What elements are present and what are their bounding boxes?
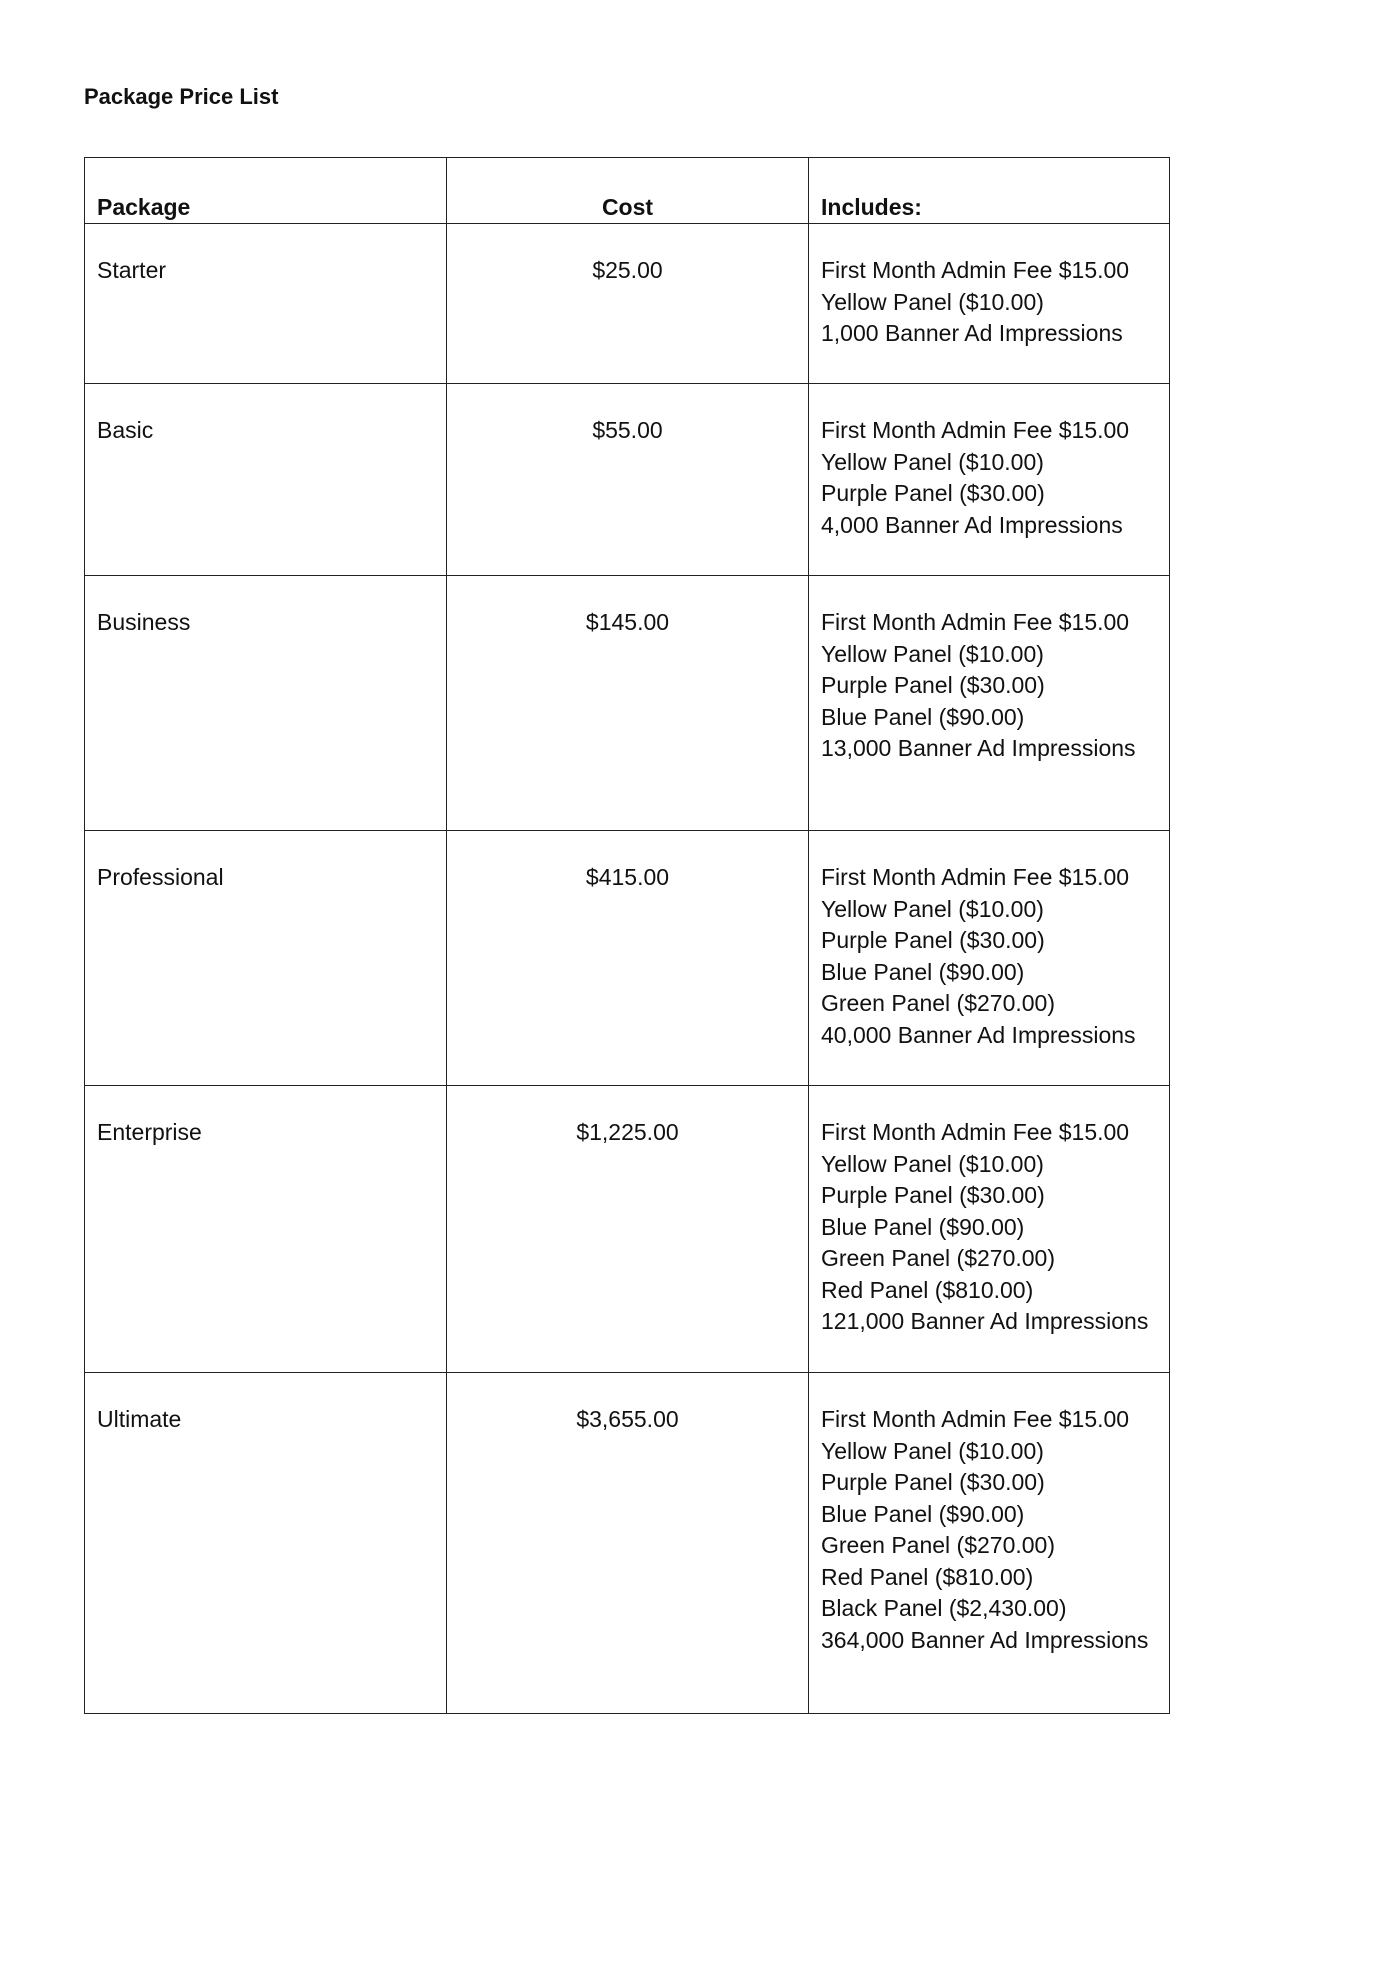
package-cost-cell: [447, 384, 809, 576]
includes-item: First Month Admin Fee $15.00: [821, 257, 1130, 283]
includes-item: 40,000 Banner Ad Impressions: [821, 1021, 1136, 1048]
includes-item: Purple Panel ($30.00): [821, 1182, 1045, 1208]
includes-item: Purple Panel ($30.00): [821, 672, 1045, 698]
package-name-cell: [85, 1086, 447, 1373]
table-row: [85, 224, 1170, 384]
header-cost: Cost: [447, 158, 809, 224]
includes-item: Black Panel ($2,430.00): [821, 1595, 1067, 1621]
package-cost: $25.00: [592, 257, 663, 283]
package-cost: $55.00: [592, 417, 663, 443]
includes-item: 4,000 Banner Ad Impressions: [821, 511, 1123, 538]
table-row: [85, 1086, 1170, 1373]
includes-list: [821, 1086, 1157, 1338]
includes-list: [821, 1373, 1157, 1656]
includes-item: 121,000 Banner Ad Impressions: [821, 1308, 1149, 1334]
package-cost-cell: [447, 831, 809, 1086]
header-package: Package: [85, 158, 447, 224]
package-name-cell: [85, 576, 447, 831]
package-cost-cell: [447, 224, 809, 384]
includes-item: Yellow Panel ($10.00): [821, 448, 1044, 475]
price-table: [84, 157, 1170, 1714]
includes-item: 1,000 Banner Ad Impressions: [821, 320, 1123, 346]
includes-item: Yellow Panel ($10.00): [821, 1150, 1044, 1177]
package-name-cell: [85, 384, 447, 576]
includes-item: Purple Panel ($30.00): [821, 927, 1045, 953]
table-row: [85, 576, 1170, 831]
table-header-row: [85, 158, 1170, 224]
package-cost: $3,655.00: [576, 1406, 679, 1432]
includes-item: First Month Admin Fee $15.00: [821, 1119, 1130, 1145]
table-row: [85, 1373, 1170, 1714]
table-body: [85, 224, 1170, 1714]
includes-item: Yellow Panel ($10.00): [821, 640, 1044, 667]
includes-item: Blue Panel ($90.00): [821, 958, 1025, 985]
package-name: Ultimate: [97, 1406, 182, 1432]
includes-item: 364,000 Banner Ad Impressions: [821, 1626, 1149, 1653]
includes-item: Green Panel ($270.00): [821, 1532, 1055, 1558]
includes-item: Red Panel ($810.00): [821, 1276, 1034, 1303]
page-title: Package Price List: [84, 84, 279, 109]
includes-item: Blue Panel ($90.00): [821, 1500, 1025, 1527]
includes-item: Yellow Panel ($10.00): [821, 895, 1044, 922]
table-row: [85, 384, 1170, 576]
package-includes-cell: [809, 831, 1170, 1086]
includes-list: [821, 384, 1157, 541]
package-cost: $145.00: [585, 609, 670, 635]
includes-item: Purple Panel ($30.00): [821, 1469, 1045, 1495]
includes-item: First Month Admin Fee $15.00: [821, 417, 1130, 443]
package-cost-cell: [447, 576, 809, 831]
includes-item: Red Panel ($810.00): [821, 1563, 1034, 1590]
package-cost: $415.00: [585, 864, 670, 890]
includes-item: 13,000 Banner Ad Impressions: [821, 735, 1136, 761]
includes-list: [821, 576, 1157, 765]
package-includes-cell: [809, 576, 1170, 831]
package-name-cell: [85, 1373, 447, 1714]
includes-item: Purple Panel ($30.00): [821, 480, 1045, 506]
includes-item: Green Panel ($270.00): [821, 1245, 1055, 1271]
includes-item: Blue Panel ($90.00): [821, 1213, 1025, 1240]
includes-item: First Month Admin Fee $15.00: [821, 609, 1130, 635]
package-name: Starter: [97, 257, 167, 283]
includes-item: Yellow Panel ($10.00): [821, 1437, 1044, 1464]
package-name: Professional: [97, 864, 224, 890]
package-includes-cell: [809, 1373, 1170, 1714]
package-cost-cell: [447, 1373, 809, 1714]
package-includes-cell: [809, 1086, 1170, 1373]
package-name: Business: [97, 609, 191, 635]
package-cost-cell: [447, 1086, 809, 1373]
package-name: Enterprise: [97, 1119, 202, 1145]
includes-item: Green Panel ($270.00): [821, 990, 1055, 1016]
table-row: [85, 831, 1170, 1086]
includes-item: Blue Panel ($90.00): [821, 703, 1025, 730]
package-includes-cell: [809, 224, 1170, 384]
includes-list: [821, 831, 1157, 1051]
includes-item: Yellow Panel ($10.00): [821, 288, 1044, 315]
includes-item: First Month Admin Fee $15.00: [821, 864, 1130, 890]
package-name-cell: [85, 224, 447, 384]
header-includes: Includes:: [809, 158, 1170, 224]
includes-item: First Month Admin Fee $15.00: [821, 1406, 1130, 1432]
package-name: Basic: [97, 417, 154, 443]
package-includes-cell: [809, 384, 1170, 576]
package-cost: $1,225.00: [576, 1119, 679, 1145]
package-name-cell: [85, 831, 447, 1086]
includes-list: [821, 224, 1157, 350]
